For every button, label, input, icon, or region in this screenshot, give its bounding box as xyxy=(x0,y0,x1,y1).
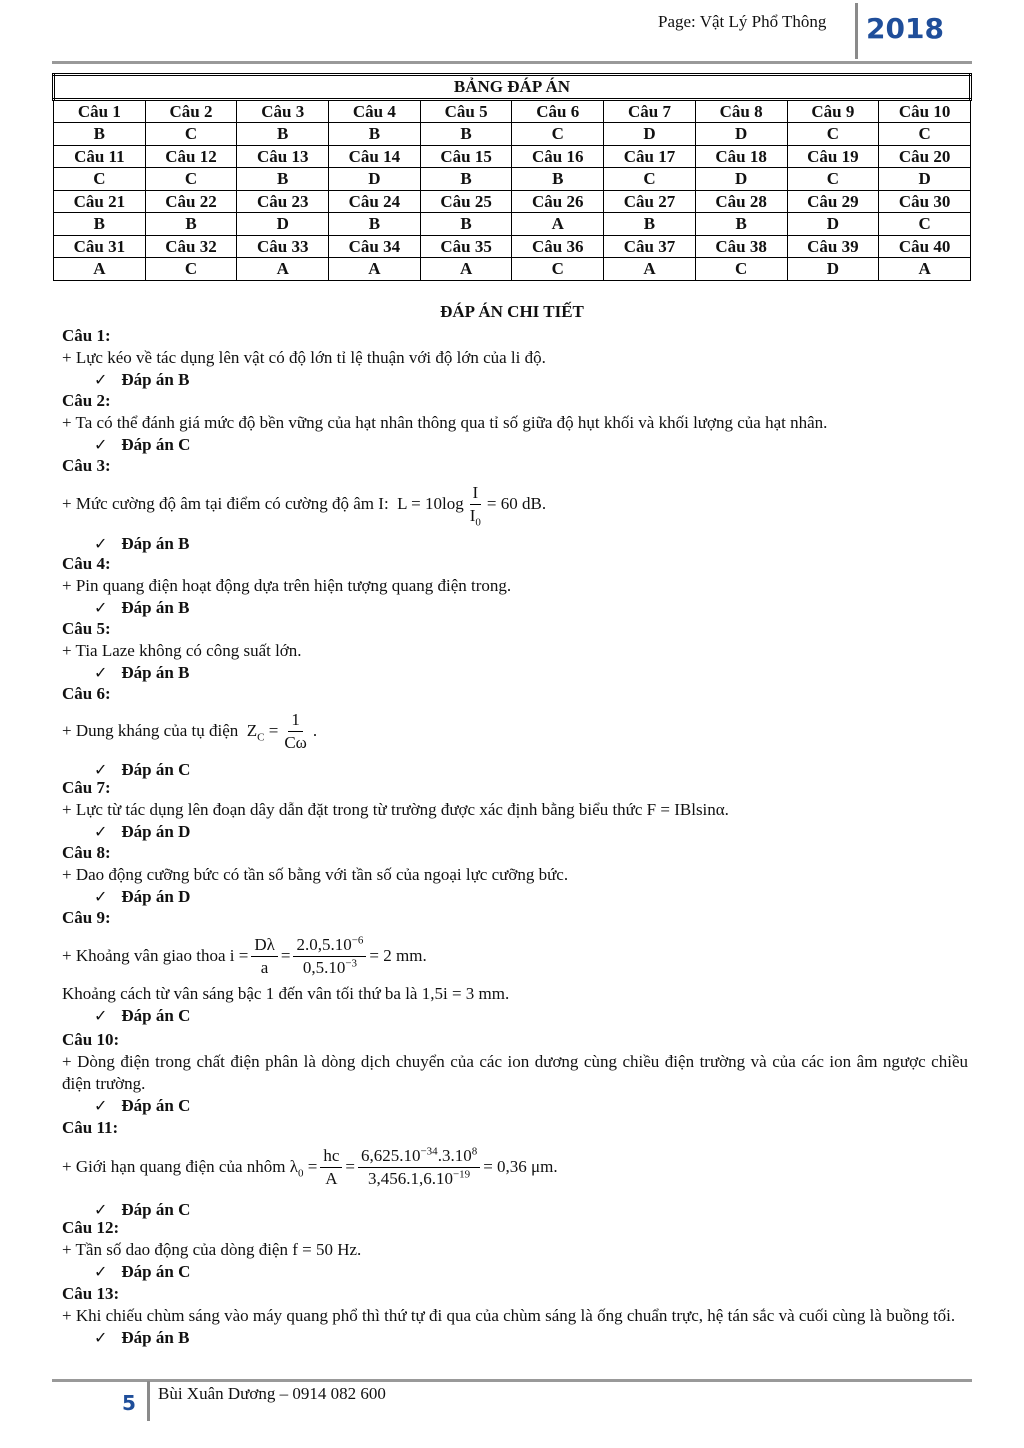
answer-cell: D xyxy=(787,258,879,281)
question-number-cell: Câu 27 xyxy=(604,190,696,213)
check-icon: ✓ xyxy=(94,1328,108,1347)
numerator-exponent-2: 8 xyxy=(471,1144,478,1157)
question-label: Câu 8: xyxy=(62,843,111,862)
answer-cell: C xyxy=(879,123,971,146)
question-number-cell: Câu 35 xyxy=(420,235,512,258)
answer-table-label-row xyxy=(54,235,971,258)
answer-table-label-row xyxy=(54,99,971,123)
answer-table-answer-row xyxy=(54,123,971,146)
question-text: + Lực từ tác dụng lên đoạn dây dẫn đặt trong từ trường được xác định bằng biểu thức F = IBlsinα. xyxy=(62,800,729,819)
question-number-cell: Câu 34 xyxy=(329,235,421,258)
question-text: + Tia Laze không có công suất lớn. xyxy=(62,641,302,660)
question-number-cell: Câu 6 xyxy=(512,99,604,123)
fraction xyxy=(320,1146,342,1189)
check-icon: ✓ xyxy=(94,887,108,906)
check-icon: ✓ xyxy=(94,598,108,617)
answer-cell: B xyxy=(145,213,237,236)
question-text: + Ta có thể đánh giá mức độ bền vững của hạt nhân thông qua tỉ số giữa độ hụt khối và khối lượng của hạt nhân. xyxy=(62,413,828,432)
answer-cell: D xyxy=(604,123,696,146)
fraction-denominator: a xyxy=(260,957,269,977)
answer-cell: D xyxy=(879,168,971,191)
question-3 xyxy=(62,455,968,555)
question-number-cell: Câu 8 xyxy=(695,99,787,123)
fraction xyxy=(251,935,278,978)
question-number-cell: Câu 29 xyxy=(787,190,879,213)
question-number-cell: Câu 11 xyxy=(54,145,146,168)
question-10 xyxy=(62,1029,968,1117)
denominator-exponent: −19 xyxy=(452,1167,471,1180)
answer-cell: A xyxy=(512,213,604,236)
fraction-numerator: I xyxy=(470,483,482,505)
numerator-text: 6,625.10 xyxy=(360,1145,421,1165)
page-number: 5 xyxy=(122,1391,136,1415)
answer-cell: B xyxy=(329,123,421,146)
question-label: Câu 1: xyxy=(62,326,111,345)
question-number-cell: Câu 31 xyxy=(54,235,146,258)
answer-text: Đáp án C xyxy=(121,1006,191,1025)
formula-rhs: = 2 mm. xyxy=(369,946,427,965)
question-number-cell: Câu 1 xyxy=(54,99,146,123)
question-number-cell: Câu 3 xyxy=(237,99,329,123)
answer-table-caption-row xyxy=(54,75,971,100)
question-text: + Khi chiếu chùm sáng vào máy quang phổ thì thứ tự đi qua của chùm sáng là ống chuẩn trực, hệ tán sắc và cuối cùng là buồng tối. xyxy=(62,1306,956,1325)
answer-line xyxy=(62,597,968,619)
check-icon: ✓ xyxy=(94,822,108,841)
footer-rule xyxy=(52,1379,972,1382)
answer-table-caption: BẢNG ĐÁP ÁN xyxy=(54,75,971,100)
fraction-denominator: A xyxy=(325,1168,338,1188)
question-label: Câu 7: xyxy=(62,778,111,797)
detail-heading: ĐÁP ÁN CHI TIẾT xyxy=(440,302,584,321)
answer-cell: C xyxy=(787,123,879,146)
question-number-cell: Câu 21 xyxy=(54,190,146,213)
answer-cell: D xyxy=(695,123,787,146)
answer-text: Đáp án C xyxy=(121,1096,191,1115)
answer-cell: B xyxy=(237,168,329,191)
numerator-text: 2.0,5.10 xyxy=(296,934,352,954)
question-number-cell: Câu 23 xyxy=(237,190,329,213)
question-extra-text: Khoảng cách từ vân sáng bậc 1 đến vân tối thứ ba là 1,5i = 3 mm. xyxy=(62,984,510,1003)
question-number-cell: Câu 22 xyxy=(145,190,237,213)
answer-table-answer-row xyxy=(54,213,971,236)
answer-text: Đáp án D xyxy=(121,887,191,906)
check-icon: ✓ xyxy=(94,534,108,553)
answer-cell: A xyxy=(879,258,971,281)
numerator-tail: .3.10 xyxy=(437,1145,472,1165)
question-number-cell: Câu 36 xyxy=(512,235,604,258)
answer-cell: C xyxy=(54,168,146,191)
answer-cell: D xyxy=(237,213,329,236)
question-label: Câu 6: xyxy=(62,684,111,703)
question-label: Câu 10: xyxy=(62,1030,120,1049)
header-divider xyxy=(855,3,858,59)
answer-text: Đáp án C xyxy=(121,435,191,454)
question-label: Câu 12: xyxy=(62,1218,120,1237)
question-2 xyxy=(62,390,968,456)
formula-rhs: . xyxy=(312,721,318,740)
question-text: + Dòng điện trong chất điện phân là dòng dịch chuyển của các ion dương cùng chiều điện trường và của các ion âm ngược chiều điện trường. xyxy=(62,1052,968,1093)
check-icon: ✓ xyxy=(94,1096,108,1115)
answer-text: Đáp án B xyxy=(121,370,190,389)
answer-cell: B xyxy=(512,168,604,191)
question-number-cell: Câu 16 xyxy=(512,145,604,168)
question-text: + Tần số dao động của dòng điện f = 50 Hz. xyxy=(62,1240,362,1259)
question-number-cell: Câu 2 xyxy=(145,99,237,123)
answer-cell: B xyxy=(420,168,512,191)
check-icon: ✓ xyxy=(94,435,108,454)
question-number-cell: Câu 17 xyxy=(604,145,696,168)
question-text: + Pin quang điện hoạt động dựa trên hiện tượng quang điện trong. xyxy=(62,576,512,595)
denominator-text: 0,5.10 xyxy=(302,957,346,977)
header-page-label: Page: Vật Lý Phổ Thông xyxy=(658,12,827,31)
answer-text: Đáp án B xyxy=(121,598,190,617)
check-icon: ✓ xyxy=(94,760,108,779)
question-number-cell: Câu 38 xyxy=(695,235,787,258)
question-number-cell: Câu 4 xyxy=(329,99,421,123)
answer-line xyxy=(62,434,968,456)
question-number-cell: Câu 12 xyxy=(145,145,237,168)
question-text: + Giới hạn quang điện của nhôm xyxy=(62,1157,286,1176)
answer-cell: B xyxy=(54,213,146,236)
question-number-cell: Câu 30 xyxy=(879,190,971,213)
question-1 xyxy=(62,325,968,391)
question-label: Câu 3: xyxy=(62,456,111,475)
formula-line xyxy=(62,477,968,531)
check-icon: ✓ xyxy=(94,1262,108,1281)
check-icon: ✓ xyxy=(94,1006,108,1025)
answer-text: Đáp án C xyxy=(121,1262,191,1281)
answer-line xyxy=(62,1327,968,1349)
fraction-numerator xyxy=(358,1146,480,1168)
answer-text: Đáp án C xyxy=(121,760,191,779)
formula-rhs: = 60 dB. xyxy=(486,494,547,513)
equals-sign: = xyxy=(307,1157,318,1176)
fraction-denominator: Cω xyxy=(284,732,307,752)
question-5 xyxy=(62,618,968,684)
lhs-subscript: C xyxy=(257,731,265,744)
denominator-subscript: 0 xyxy=(475,515,481,528)
answer-line xyxy=(62,1261,968,1283)
question-number-cell: Câu 9 xyxy=(787,99,879,123)
footer-divider xyxy=(147,1381,150,1421)
question-11 xyxy=(62,1117,968,1221)
answer-cell: A xyxy=(237,258,329,281)
answer-cell: B xyxy=(237,123,329,146)
question-8 xyxy=(62,842,968,908)
answer-cell: C xyxy=(787,168,879,191)
formula-lhs xyxy=(290,1156,304,1178)
question-13 xyxy=(62,1283,968,1349)
answer-line xyxy=(62,886,968,908)
answer-table-label-row xyxy=(54,145,971,168)
answer-cell: B xyxy=(54,123,146,146)
question-4 xyxy=(62,553,968,619)
answer-table-answer-row xyxy=(54,168,971,191)
question-number-cell: Câu 20 xyxy=(879,145,971,168)
answer-cell: A xyxy=(604,258,696,281)
fraction xyxy=(293,935,366,978)
answer-cell: A xyxy=(420,258,512,281)
numerator-exponent: −34 xyxy=(420,1144,438,1157)
denominator-text: I xyxy=(469,505,476,525)
fraction-denominator xyxy=(467,505,484,526)
question-12 xyxy=(62,1217,968,1283)
check-icon: ✓ xyxy=(94,370,108,389)
answer-cell: B xyxy=(604,213,696,236)
question-label: Câu 13: xyxy=(62,1284,120,1303)
fraction xyxy=(358,1146,480,1189)
equals-sign: = xyxy=(268,721,279,740)
equals-sign: = xyxy=(280,946,291,965)
fraction-denominator xyxy=(300,957,360,978)
question-text: + Lực kéo về tác dụng lên vật có độ lớn tỉ lệ thuận với độ lớn của li độ. xyxy=(62,348,546,367)
equals-sign: = xyxy=(345,1157,355,1176)
answer-cell: D xyxy=(329,168,421,191)
question-number-cell: Câu 39 xyxy=(787,235,879,258)
fraction-numerator xyxy=(293,935,366,957)
answer-cell: B xyxy=(420,213,512,236)
answer-text: Đáp án B xyxy=(121,663,190,682)
numerator-exponent: −6 xyxy=(351,933,364,946)
check-icon: ✓ xyxy=(94,663,108,682)
question-number-cell: Câu 18 xyxy=(695,145,787,168)
answer-text: Đáp án D xyxy=(121,822,191,841)
answer-cell: D xyxy=(695,168,787,191)
answer-cell: B xyxy=(329,213,421,236)
answer-cell: A xyxy=(329,258,421,281)
question-number-cell: Câu 25 xyxy=(420,190,512,213)
formula-lhs: L = 10log xyxy=(397,494,464,513)
answer-text: Đáp án C xyxy=(121,1200,191,1219)
answer-line xyxy=(62,1005,968,1027)
header-year: 2018 xyxy=(866,12,944,45)
question-text: + Mức cường độ âm tại điểm có cường độ âm I: xyxy=(62,494,389,513)
answer-line xyxy=(62,369,968,391)
question-7 xyxy=(62,777,968,843)
answer-line xyxy=(62,533,968,555)
answer-text: Đáp án B xyxy=(121,534,190,553)
question-number-cell: Câu 14 xyxy=(329,145,421,168)
answer-cell: C xyxy=(145,258,237,281)
question-number-cell: Câu 37 xyxy=(604,235,696,258)
answer-cell: A xyxy=(54,258,146,281)
question-number-cell: Câu 26 xyxy=(512,190,604,213)
question-label: Câu 2: xyxy=(62,391,111,410)
question-number-cell: Câu 13 xyxy=(237,145,329,168)
fraction-numerator: Dλ xyxy=(251,935,278,957)
question-label: Câu 11: xyxy=(62,1118,119,1137)
question-9 xyxy=(62,907,968,1027)
question-number-cell: Câu 32 xyxy=(145,235,237,258)
formula-line xyxy=(62,1139,968,1195)
question-label: Câu 9: xyxy=(62,908,111,927)
answer-cell: C xyxy=(512,123,604,146)
formula-lhs xyxy=(247,720,265,742)
question-number-cell: Câu 10 xyxy=(879,99,971,123)
question-number-cell: Câu 7 xyxy=(604,99,696,123)
question-number-cell: Câu 28 xyxy=(695,190,787,213)
answer-cell: C xyxy=(879,213,971,236)
answer-line xyxy=(62,821,968,843)
fraction xyxy=(467,483,484,526)
formula-line xyxy=(62,929,968,983)
question-number-cell: Câu 15 xyxy=(420,145,512,168)
denominator-exponent: −3 xyxy=(345,956,358,969)
lhs-text: λ xyxy=(289,1157,298,1176)
question-label: Câu 4: xyxy=(62,554,111,573)
formula-rhs: = 0,36 μm. xyxy=(483,1157,558,1176)
answer-table-label-row xyxy=(54,190,971,213)
check-icon: ✓ xyxy=(94,1200,108,1219)
question-number-cell: Câu 24 xyxy=(329,190,421,213)
answer-line xyxy=(62,1095,968,1117)
answer-table xyxy=(52,73,972,281)
answer-line xyxy=(62,662,968,684)
fraction-denominator xyxy=(365,1168,473,1189)
answer-cell: C xyxy=(695,258,787,281)
question-text: + Khoảng vân giao thoa xyxy=(62,946,226,965)
lhs-text: Z xyxy=(246,721,258,740)
formula-lhs: i = xyxy=(229,946,249,965)
question-number-cell: Câu 40 xyxy=(879,235,971,258)
question-6 xyxy=(62,683,968,781)
formula-line xyxy=(62,705,968,757)
answer-cell: C xyxy=(145,123,237,146)
lhs-subscript: 0 xyxy=(297,1167,304,1180)
answer-cell: B xyxy=(695,213,787,236)
question-number-cell: Câu 33 xyxy=(237,235,329,258)
denominator-text: 3,456.1,6.10 xyxy=(367,1168,453,1188)
answer-cell: C xyxy=(145,168,237,191)
answer-cell: D xyxy=(787,213,879,236)
answer-cell: C xyxy=(604,168,696,191)
fraction-numerator: hc xyxy=(320,1146,342,1168)
question-text: + Dao động cưỡng bức có tần số bằng với tần số của ngoại lực cưỡng bức. xyxy=(62,865,569,884)
question-number-cell: Câu 5 xyxy=(420,99,512,123)
answer-cell: B xyxy=(420,123,512,146)
fraction xyxy=(281,710,310,753)
question-text: + Dung kháng của tụ điện xyxy=(62,721,239,740)
footer-author: Bùi Xuân Dương – 0914 082 600 xyxy=(158,1384,386,1403)
question-number-cell: Câu 19 xyxy=(787,145,879,168)
answer-text: Đáp án B xyxy=(121,1328,190,1347)
header-rule xyxy=(52,61,972,64)
answer-table-answer-row xyxy=(54,258,971,281)
question-label: Câu 5: xyxy=(62,619,111,638)
answer-cell: C xyxy=(512,258,604,281)
fraction-numerator: 1 xyxy=(288,710,303,732)
